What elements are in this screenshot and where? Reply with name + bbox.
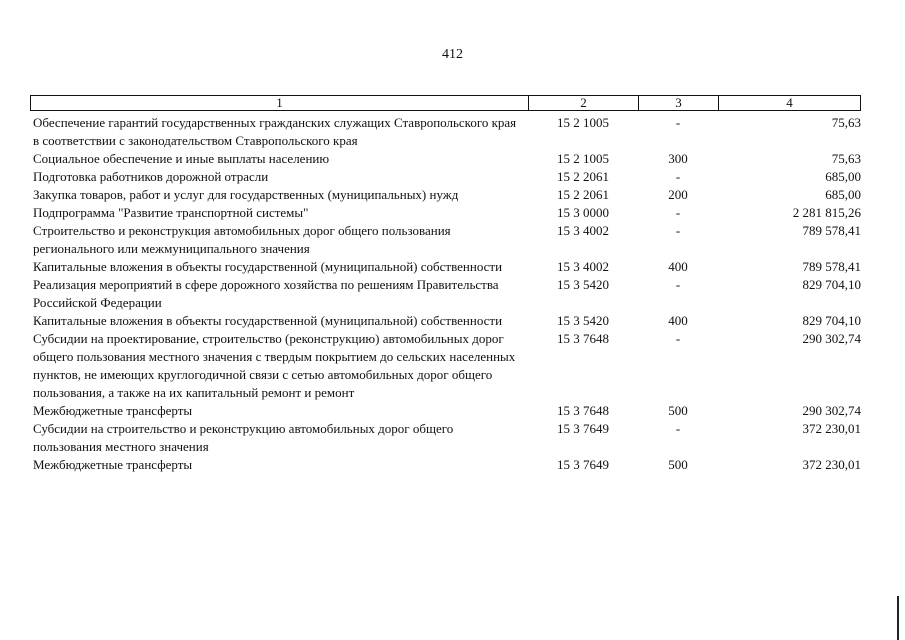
row-sum: 829 704,10 <box>802 277 861 292</box>
row-sum: 685,00 <box>825 187 861 202</box>
row-sum: 2 281 815,26 <box>792 205 861 220</box>
row-sum: 75,63 <box>831 151 861 166</box>
row-type: 500 <box>668 457 688 472</box>
table-row <box>33 222 861 258</box>
row-type: 400 <box>668 259 688 274</box>
row-type: - <box>675 421 681 436</box>
row-type: - <box>675 169 681 184</box>
row-code: 15 3 4002 <box>557 259 609 274</box>
row-type: - <box>675 277 681 292</box>
row-code: 15 2 2061 <box>557 187 609 202</box>
row-name: Межбюджетные трансферты <box>33 457 193 472</box>
row-name: Капитальные вложения в объекты государственной (муниципальной) собственности <box>33 259 503 274</box>
header-col-1: 1 <box>31 96 529 110</box>
table-row <box>33 312 861 330</box>
row-name: Социальное обеспечение и иные выплаты населению <box>33 151 330 166</box>
table-row <box>33 420 861 456</box>
row-sum: 685,00 <box>825 169 861 184</box>
table-row <box>33 204 861 222</box>
table-row <box>33 330 861 402</box>
table-header <box>30 95 861 111</box>
scan-edge-mark <box>897 596 899 640</box>
row-name: Капитальные вложения в объекты государственной (муниципальной) собственности <box>33 313 503 328</box>
row-code: 15 3 4002 <box>557 223 609 238</box>
row-code: 15 2 1005 <box>557 115 609 130</box>
row-type: - <box>675 115 681 130</box>
row-code: 15 3 0000 <box>557 205 609 220</box>
table-row <box>33 150 861 168</box>
row-code: 15 3 7648 <box>557 403 609 418</box>
row-type: - <box>675 223 681 238</box>
table-row <box>33 186 861 204</box>
row-code: 15 3 5420 <box>557 277 609 292</box>
table-row <box>33 258 861 276</box>
row-code: 15 3 7649 <box>557 457 609 472</box>
table-body <box>33 114 861 474</box>
row-type: - <box>675 205 681 220</box>
row-sum: 372 230,01 <box>802 457 861 472</box>
row-code: 15 2 2061 <box>557 169 609 184</box>
header-col-3: 3 <box>639 96 719 110</box>
row-type: 300 <box>668 151 688 166</box>
page-number: 412 <box>442 47 463 62</box>
row-code: 15 3 7648 <box>557 331 609 346</box>
row-name: Подпрограмма "Развитие транспортной системы" <box>33 205 309 220</box>
header-col-2: 2 <box>529 96 639 110</box>
row-type: 200 <box>668 187 688 202</box>
table-row <box>33 402 861 420</box>
row-sum: 372 230,01 <box>802 421 861 436</box>
row-type: 500 <box>668 403 688 418</box>
table-row <box>33 168 861 186</box>
table-row <box>33 276 861 312</box>
row-sum: 789 578,41 <box>802 223 861 238</box>
row-type: - <box>675 331 681 346</box>
row-code: 15 3 7649 <box>557 421 609 436</box>
row-name: Закупка товаров, работ и услуг для государственных (муниципальных) нужд <box>33 187 459 202</box>
table-row <box>33 456 861 474</box>
row-name: Обеспечение гарантий государственных гражданских служащих Ставропольского края в соответствии с законодательством Ставропольского края <box>33 115 517 148</box>
row-name: Подготовка работников дорожной отрасли <box>33 169 269 184</box>
row-code: 15 3 5420 <box>557 313 609 328</box>
row-type: 400 <box>668 313 688 328</box>
row-sum: 789 578,41 <box>802 259 861 274</box>
row-sum: 290 302,74 <box>802 403 861 418</box>
table-row <box>33 114 861 150</box>
row-name: Межбюджетные трансферты <box>33 403 193 418</box>
row-name: Реализация мероприятий в сфере дорожного хозяйства по решениям Правительства Российской Федерации <box>33 277 499 310</box>
header-col-4: 4 <box>786 95 793 110</box>
row-code: 15 2 1005 <box>557 151 609 166</box>
row-name: Субсидии на строительство и реконструкцию автомобильных дорог общего пользования местного значения <box>33 421 454 454</box>
row-sum: 75,63 <box>831 115 861 130</box>
row-sum: 829 704,10 <box>802 313 861 328</box>
row-name: Строительство и реконструкция автомобильных дорог общего пользования регионального или межмуниципального значения <box>33 223 451 256</box>
row-name: Субсидии на проектирование, строительство (реконструкцию) автомобильных дорог общего пользования местного значения с твердым покрытием до сельских населенных пунктов, не имеющих круглогодичной связи с сетью автомобильных дорог общего пользования, а также на их капитальный ремонт и ремонт <box>33 331 516 400</box>
row-sum: 290 302,74 <box>802 331 861 346</box>
